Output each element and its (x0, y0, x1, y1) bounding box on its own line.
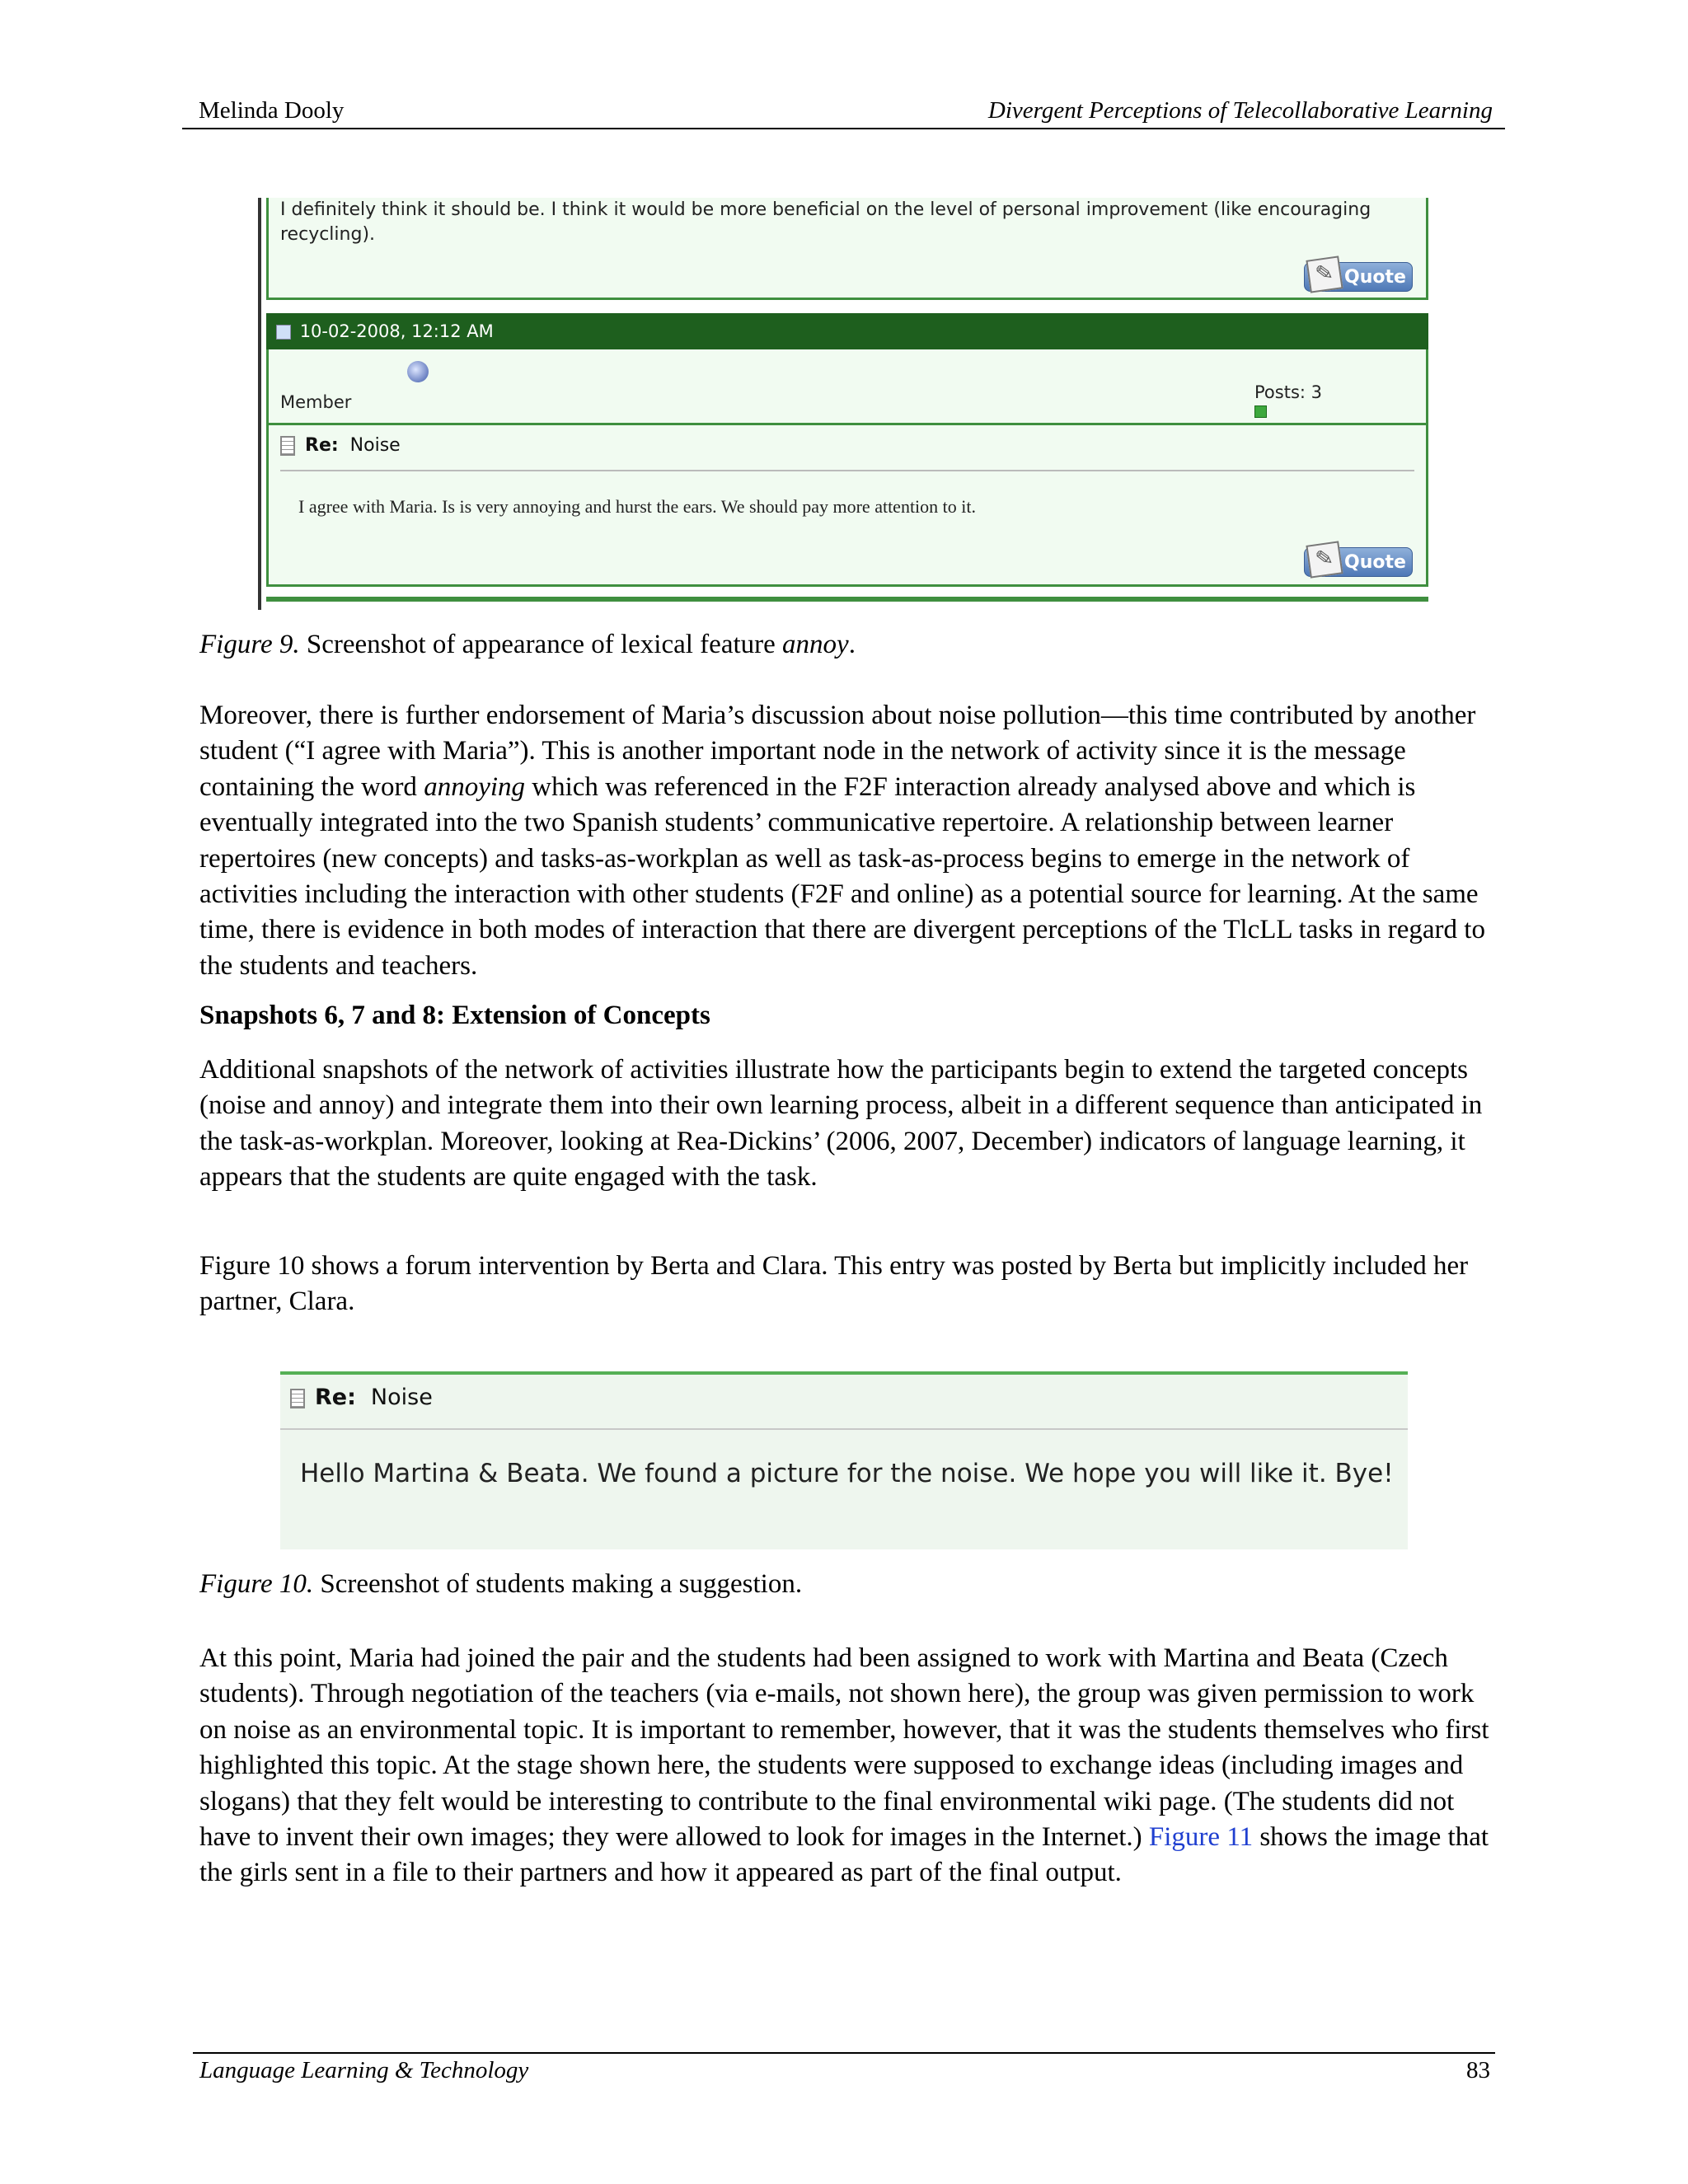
body-paragraph-2: Additional snapshots of the network of activities illustrate how the participants begin to extend the targeted concepts (noise and annoy) and integrate them into their own learning process, albeit in a different sequence than anticipated in the task-as-workplan. Moreover, looking at Rea-Dickins’ (2006, 2007, December) indicators of language learning, it appears that the students are quite engaged with the task. (199, 1055, 1483, 1193)
forum-user-info (266, 349, 1428, 425)
page-number: 83 (1466, 2057, 1490, 2083)
user-post-count: Posts: 3 (1254, 382, 1322, 402)
forum-post-date-bar (266, 313, 1428, 349)
figure-11-link[interactable]: Figure 11 (1148, 1822, 1254, 1853)
re-label: Re: (315, 1385, 356, 1410)
forum-post-message: Hello Martina & Beata. We found a picture for the noise. We hope you will like it. Bye! (300, 1459, 1394, 1488)
quote-quill-icon: ✎ (1306, 255, 1343, 293)
quote-quill-icon: ✎ (1306, 541, 1343, 578)
figure-10-screenshot (280, 1371, 1408, 1549)
quote-button[interactable] (1304, 262, 1413, 292)
quote-button[interactable] (1304, 547, 1413, 577)
figure-10-top-border (280, 1371, 1408, 1375)
post-subject-title: Noise (349, 435, 401, 456)
figure-10-caption-label: Figure 10. (199, 1569, 314, 1599)
paragraph-4-text-b: shows the image that the girls sent in a file to their partners and how it appeared as part of the final output. (199, 1822, 1489, 1888)
post-separator (280, 470, 1414, 471)
forum-post-reply-text: I agree with Maria. Is is very annoying and hurst the ears. We should pay more attention to it. (298, 496, 977, 517)
body-paragraph-1 (199, 698, 1503, 984)
re-label: Re: (305, 435, 339, 456)
forum-post-subject (280, 435, 401, 456)
post-document-icon (276, 325, 291, 340)
quote-button-label: Quote (1344, 552, 1406, 573)
figure-9-caption-term: annoy (782, 630, 849, 659)
reputation-icon (1254, 405, 1267, 418)
body-paragraph-4 (199, 1641, 1503, 1891)
forum-bottom-border (266, 597, 1428, 602)
forum-post-subject (290, 1385, 433, 1410)
post-subject-title: Noise (370, 1385, 433, 1410)
footer-divider (193, 2052, 1495, 2054)
figure-10-caption (199, 1568, 802, 1601)
quote-button-label: Quote (1344, 267, 1406, 288)
figure-9-screenshot (258, 198, 1430, 610)
paragraph-1-term: annoying (424, 771, 526, 802)
forum-post-date: 10-02-2008, 12:12 AM (299, 321, 494, 341)
body-paragraph-3: Figure 10 shows a forum intervention by Berta and Clara. This entry was posted by Berta but implicitly included her partner, Clara. (199, 1251, 1469, 1317)
post-note-icon (290, 1389, 305, 1408)
figure-10-caption-text: Screenshot of students making a suggestion. (313, 1569, 803, 1599)
figure-9-caption (199, 628, 856, 661)
post-separator (280, 1428, 1408, 1430)
footer-journal-name: Language Learning & Technology (199, 2057, 529, 2083)
running-header-title: Divergent Perceptions of Telecollaborative Learning (987, 97, 1493, 124)
header-divider (182, 128, 1505, 129)
user-role: Member (280, 392, 352, 412)
forum-post-previous (266, 198, 1428, 300)
post-note-icon (280, 436, 295, 456)
forum-post-previous-text: I definitely think it should be. I think it would be more beneficial on the level of personal improvement (like encouraging recycling). (280, 199, 1372, 245)
running-header-author: Melinda Dooly (199, 97, 345, 124)
online-status-icon (407, 361, 429, 382)
paragraph-1-text-a: Moreover, there is further endorsement of Maria’s discussion about noise pollution—this time contributed by another student (“I agree with Maria”). This is another important node in the network of activity since it is the message containing the word (199, 701, 1476, 802)
figure-9-caption-label: Figure 9. (199, 630, 300, 659)
figure-9-left-border (258, 198, 261, 610)
figure-9-caption-text: Screenshot of appearance of lexical feature (299, 630, 783, 659)
paragraph-4-text-a: At this point, Maria had joined the pair and the students had been assigned to work with Martina and Beata (Czech students). Through negotiation of the teachers (via e-mails, not shown here), the group was given permission to work on noise as an environmental topic. It is important to remember, however, that it was the students themselves who first highlighted this topic. At the stage shown here, the students were supposed to exchange ideas (including images and slogans) that they felt would be interesting to contribute to the final environmental wiki page. (The students did not have to invent their own images; they were allowed to look for images in the Internet.) (199, 1643, 1489, 1853)
paragraph-1-text-c: which was referenced in the F2F interaction already analysed above and which is eventually integrated into the two Spanish students’ communicative repertoire. A relationship between learner repertoires (new concepts) and tasks-as-workplan as well as task-as-process begins to emerge in the network of activities including the interaction with other students (F2F and online) as a potential source for learning. At the same time, there is evidence in both modes of interaction that there are divergent perceptions of the TlcLL tasks in regard to the students and teachers. (199, 771, 1485, 981)
figure-9-caption-end: . (848, 630, 856, 659)
section-heading: Snapshots 6, 7 and 8: Extension of Concepts (199, 1001, 710, 1030)
forum-post-reply (266, 425, 1428, 587)
